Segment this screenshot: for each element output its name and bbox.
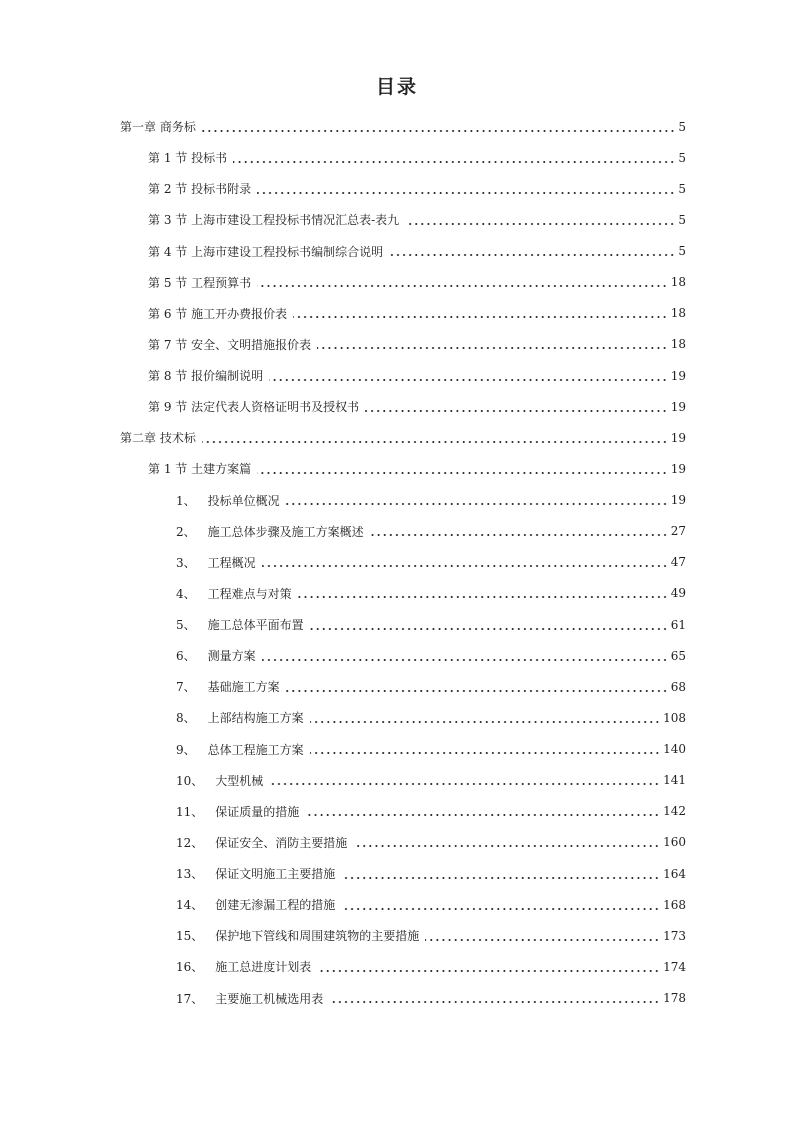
page-title: 目录 — [375, 76, 418, 98]
toc-item-entry[interactable] — [120, 889, 686, 920]
toc-item-entry[interactable] — [120, 983, 686, 1014]
entry-page-number: 61 — [670, 617, 686, 632]
entry-page-number: 5 — [678, 150, 686, 165]
toc-item-entry[interactable] — [120, 920, 686, 951]
entry-number: 6、 — [176, 649, 196, 664]
entry-page-number: 164 — [663, 866, 686, 881]
entry-number: 3、 — [176, 555, 196, 570]
entry-number: 17、 — [176, 991, 204, 1006]
dot-leader — [341, 899, 660, 911]
entry-title: 工程概况 — [207, 555, 256, 570]
toc-chapter-entry[interactable] — [120, 111, 686, 142]
toc-item-entry[interactable] — [120, 858, 686, 889]
entry-title: 投标单位概况 — [207, 493, 280, 508]
entry-title: 基础施工方案 — [207, 680, 280, 695]
toc-item-entry[interactable] — [120, 951, 686, 982]
entry-title: 第 7 节 安全、文明措施报价表 — [148, 337, 312, 352]
dot-leader — [353, 836, 660, 848]
entry-number: 12、 — [176, 835, 204, 850]
dot-leader — [257, 183, 675, 195]
entry-page-number: 68 — [670, 679, 686, 694]
dot-leader — [262, 650, 668, 662]
entry-title: 保护地下管线和周围建筑物的主要措施 — [215, 929, 420, 944]
entry-title: 第 8 节 报价编制说明 — [148, 369, 264, 384]
entry-page-number: 19 — [670, 399, 686, 414]
dot-leader — [262, 556, 668, 568]
entry-title: 第 1 节 投标书 — [148, 151, 228, 166]
toc-item-entry[interactable] — [120, 547, 686, 578]
toc-section-entry[interactable] — [120, 360, 686, 391]
toc-item-entry[interactable] — [120, 734, 686, 765]
entry-page-number: 168 — [663, 897, 686, 912]
entry-page-number: 142 — [663, 804, 686, 819]
entry-number: 10、 — [176, 773, 204, 788]
entry-page-number: 65 — [670, 648, 686, 663]
toc-section-entry[interactable] — [120, 173, 686, 204]
entry-page-number: 27 — [670, 524, 686, 539]
entry-title: 大型机械 — [215, 773, 264, 788]
entry-title: 上部结构施工方案 — [207, 711, 304, 726]
toc-item-entry[interactable] — [120, 609, 686, 640]
entry-title: 施工总体平面布置 — [207, 618, 304, 633]
dot-leader — [310, 743, 660, 755]
entry-title: 第 9 节 法定代表人资格证明书及授权书 — [148, 400, 360, 415]
entry-title: 第二章 技术标 — [120, 431, 196, 446]
entry-page-number: 47 — [670, 555, 686, 570]
toc-section-entry[interactable] — [120, 204, 686, 235]
dot-leader — [305, 805, 660, 817]
entry-page-number: 5 — [678, 119, 686, 134]
entry-page-number: 141 — [663, 773, 686, 788]
entry-title: 第 2 节 投标书附录 — [148, 182, 252, 197]
dot-leader — [269, 774, 660, 786]
entry-page-number: 19 — [670, 430, 686, 445]
entry-page-number: 5 — [678, 244, 686, 259]
entry-number: 4、 — [176, 586, 196, 601]
dot-leader — [257, 463, 668, 475]
entry-page-number: 18 — [670, 275, 686, 290]
entry-title: 测量方案 — [207, 649, 256, 664]
dot-leader — [329, 992, 660, 1004]
entry-page-number: 5 — [678, 212, 686, 227]
dot-leader — [293, 307, 668, 319]
entry-title: 保证文明施工主要措施 — [215, 867, 336, 882]
entry-title: 总体工程施工方案 — [207, 742, 304, 757]
entry-number: 11、 — [176, 804, 204, 819]
entry-number: 7、 — [176, 680, 196, 695]
entry-number: 5、 — [176, 618, 196, 633]
dot-leader — [317, 961, 660, 973]
entry-title: 第一章 商务标 — [120, 120, 196, 135]
entry-title: 第 4 节 上海市建设工程投标书编制综合说明 — [148, 244, 384, 259]
dot-leader — [202, 121, 676, 133]
entry-title: 施工总体步骤及施工方案概述 — [207, 524, 364, 539]
toc-section-entry[interactable] — [120, 142, 686, 173]
entry-number: 15、 — [176, 929, 204, 944]
dot-leader — [286, 681, 668, 693]
toc-chapter-entry[interactable] — [120, 422, 686, 453]
dot-leader — [298, 587, 668, 599]
entry-title: 第 3 节 上海市建设工程投标书情况汇总表-表九 — [148, 213, 400, 228]
entry-title: 第 6 节 施工开办费报价表 — [148, 306, 288, 321]
entry-title: 第 1 节 土建方案篇 — [148, 462, 252, 477]
dot-leader — [257, 276, 668, 288]
entry-number: 13、 — [176, 867, 204, 882]
toc-item-entry[interactable] — [120, 578, 686, 609]
dot-leader — [310, 712, 660, 724]
entry-number: 14、 — [176, 898, 204, 913]
toc-section-entry[interactable] — [120, 298, 686, 329]
entry-page-number: 49 — [670, 586, 686, 601]
dot-leader — [202, 432, 668, 444]
dot-leader — [389, 245, 675, 257]
entry-page-number: 19 — [670, 368, 686, 383]
entry-page-number: 108 — [663, 710, 686, 725]
entry-title: 保证质量的措施 — [215, 804, 300, 819]
dot-leader — [269, 370, 668, 382]
dot-leader — [233, 152, 675, 164]
toc-item-entry[interactable] — [120, 485, 686, 516]
entry-page-number: 174 — [663, 959, 686, 974]
toc-item-entry[interactable] — [120, 765, 686, 796]
entry-title: 主要施工机械选用表 — [215, 991, 324, 1006]
toc-section-entry[interactable] — [120, 267, 686, 298]
dot-leader — [425, 930, 660, 942]
entry-number: 8、 — [176, 711, 196, 726]
dot-leader — [286, 494, 668, 506]
entry-page-number: 160 — [663, 835, 686, 850]
toc-item-entry[interactable] — [120, 702, 686, 733]
toc-item-entry[interactable] — [120, 827, 686, 858]
entry-title: 第 5 节 工程预算书 — [148, 275, 252, 290]
entry-number: 1、 — [176, 493, 196, 508]
toc-item-entry[interactable] — [120, 516, 686, 547]
dot-leader — [341, 868, 660, 880]
toc-section-entry[interactable] — [120, 391, 686, 422]
entry-page-number: 19 — [670, 461, 686, 476]
toc-item-entry[interactable] — [120, 796, 686, 827]
entry-page-number: 173 — [663, 928, 686, 943]
entry-page-number: 18 — [670, 337, 686, 352]
entry-number: 9、 — [176, 742, 196, 757]
entry-number: 16、 — [176, 960, 204, 975]
toc-section-entry[interactable] — [120, 236, 686, 267]
dot-leader — [370, 525, 668, 537]
table-of-contents — [120, 111, 686, 1014]
entry-title: 保证安全、消防主要措施 — [215, 835, 348, 850]
toc-section-entry[interactable] — [120, 453, 686, 484]
entry-title: 创建无渗漏工程的措施 — [215, 898, 336, 913]
toc-section-entry[interactable] — [120, 329, 686, 360]
toc-item-entry[interactable] — [120, 671, 686, 702]
entry-title: 施工总进度计划表 — [215, 960, 312, 975]
entry-page-number: 178 — [663, 991, 686, 1006]
entry-number: 2、 — [176, 524, 196, 539]
entry-page-number: 18 — [670, 306, 686, 321]
entry-page-number: 19 — [670, 493, 686, 508]
dot-leader — [365, 401, 668, 413]
entry-title: 工程难点与对策 — [207, 586, 292, 601]
dot-leader — [405, 214, 675, 226]
dot-leader — [310, 619, 668, 631]
dot-leader — [317, 338, 668, 350]
entry-page-number: 140 — [663, 742, 686, 757]
toc-item-entry[interactable] — [120, 640, 686, 671]
entry-page-number: 5 — [678, 181, 686, 196]
